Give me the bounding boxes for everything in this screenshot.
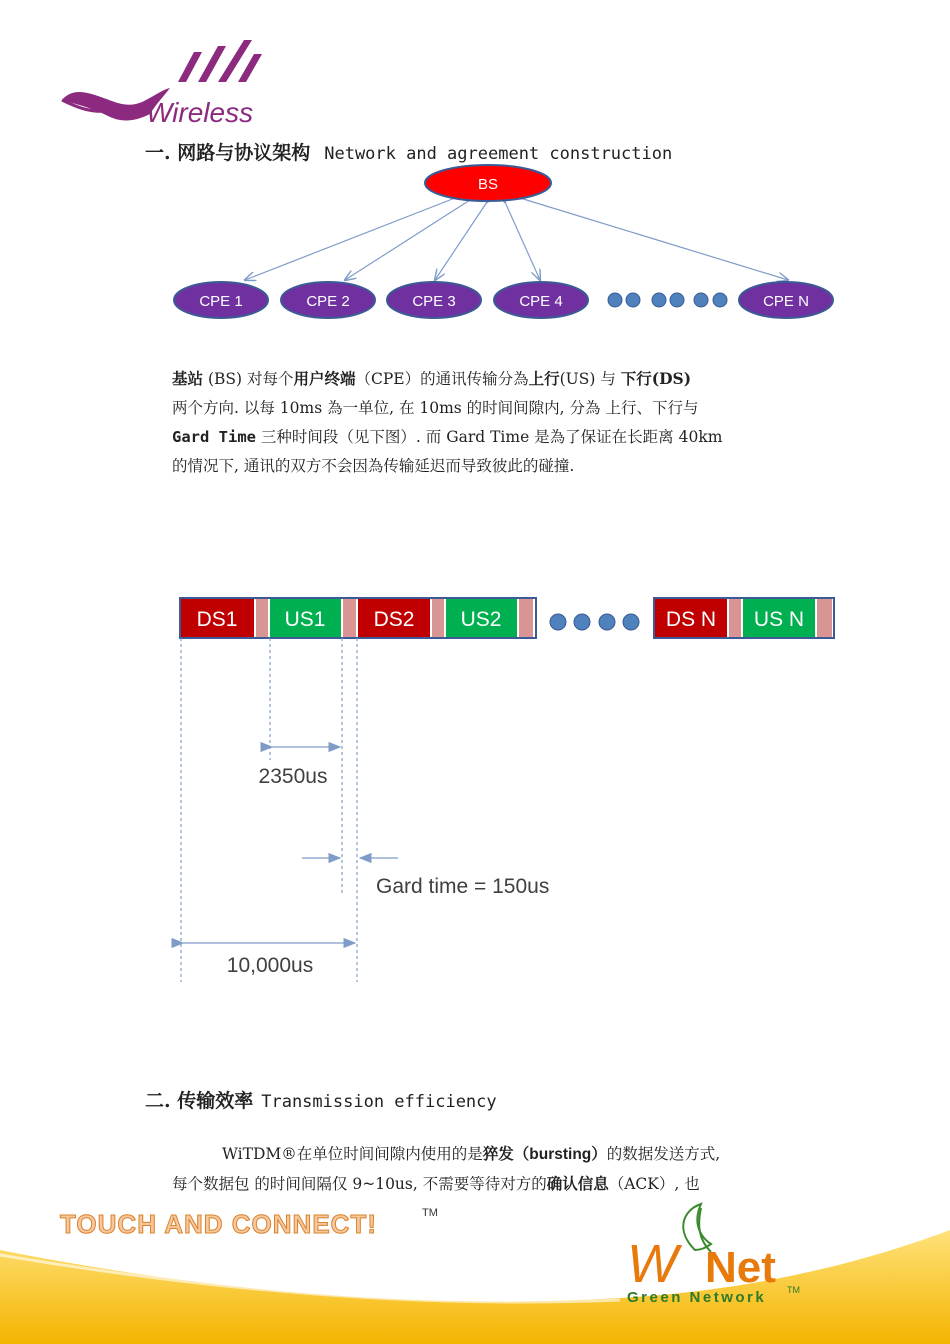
- section1-title-en: Network and agreement construction: [324, 144, 673, 164]
- para1-line4: 的情况下, 通讯的双方不会因為传输延迟而导致彼此的碰撞.: [172, 457, 575, 475]
- cpe-node-4: [494, 282, 588, 318]
- guard-slot: [432, 599, 444, 637]
- section2-title-en: Transmission efficiency: [261, 1092, 497, 1112]
- frame-duration-label: 10,000us: [226, 954, 314, 977]
- svg-text:DS2: DS2: [373, 608, 415, 631]
- svg-text:DS1: DS1: [196, 608, 238, 631]
- cpe-label: CPE N: [763, 293, 809, 310]
- para1-line2: 两个方向. 以每 10ms 為一单位, 在 10ms 的时间间隙内, 分為 上行、下行与: [172, 399, 699, 417]
- svg-text:US2: US2: [460, 608, 502, 631]
- svg-text:TM: TM: [787, 1285, 800, 1295]
- brand-net: Net: [705, 1243, 776, 1292]
- topology-links: [245, 198, 788, 280]
- bs-node: [425, 165, 551, 201]
- us-duration-label: 2350us: [258, 765, 328, 788]
- slot-us2: [446, 599, 517, 637]
- guard-slot: [817, 599, 832, 637]
- slot-us1: [270, 599, 341, 637]
- svg-text:US N: US N: [753, 608, 805, 631]
- gard-time-label: Gard time = 150us: [376, 875, 550, 898]
- guard-slot: [519, 599, 533, 637]
- cpe-node-1: [174, 282, 268, 318]
- winet-brand-logo: [615, 1200, 815, 1312]
- touch-and-connect-tagline: [58, 1200, 458, 1240]
- para1-line1: 基站 (BS) 对每个用户终端（CPE）的通讯传输分為上行(US) 与 下行(DS): [172, 369, 692, 388]
- cpe-node-n: [739, 282, 833, 318]
- network-topology-diagram: [0, 160, 950, 330]
- cpe-label: CPE 2: [306, 293, 350, 310]
- cpe-node-3: [387, 282, 481, 318]
- section1-title-zh: 一. 网路与协议架构: [145, 142, 311, 164]
- cpe-label: CPE 3: [412, 293, 456, 310]
- para2-line2: 每个数据包 的时间间隔仅 9~10us, 不需要等待对方的确认信息（ACK）, 也: [172, 1174, 700, 1193]
- timeline-ellipsis-dots: [550, 614, 639, 630]
- logo-wordmark: Wireless: [146, 97, 254, 128]
- svg-text:TOUCH AND CONNECT!: TOUCH AND CONNECT!: [60, 1209, 377, 1239]
- para1-line3: Gard Time 三种时间段（见下图）. 而 Gard Time 是為了保证在长距离 40km: [172, 428, 723, 446]
- svg-text:TM: TM: [422, 1207, 438, 1219]
- cpe-node-2: [281, 282, 375, 318]
- section2-heading: [145, 1086, 497, 1113]
- slot-ds2: [358, 599, 430, 637]
- bs-label: BS: [477, 176, 499, 193]
- section2-title-zh: 二. 传输效率: [145, 1090, 254, 1112]
- slot-ds1: [181, 599, 254, 637]
- cpe-label: CPE 4: [519, 293, 563, 310]
- guard-slot: [729, 599, 741, 637]
- brand-subtitle: Green Network: [627, 1289, 767, 1306]
- para2-line1: WiTDM®在单位时间间隙内使用的是猝发（bursting）的数据发送方式,: [222, 1145, 721, 1163]
- slot-dsn: [655, 599, 727, 637]
- paragraph-network-description: [172, 364, 822, 481]
- ellipsis-dots: [608, 293, 727, 307]
- slot-usn: [743, 599, 815, 637]
- guard-slot: [343, 599, 356, 637]
- svg-text:US1: US1: [284, 608, 326, 631]
- guide-lines: [181, 638, 357, 982]
- wireless-logo: [58, 40, 268, 135]
- guard-slot: [256, 599, 268, 637]
- tdm-timeline-diagram: [0, 590, 950, 990]
- cpe-label: CPE 1: [199, 293, 243, 310]
- svg-text:DS N: DS N: [665, 608, 717, 631]
- brand-w: W: [627, 1234, 678, 1294]
